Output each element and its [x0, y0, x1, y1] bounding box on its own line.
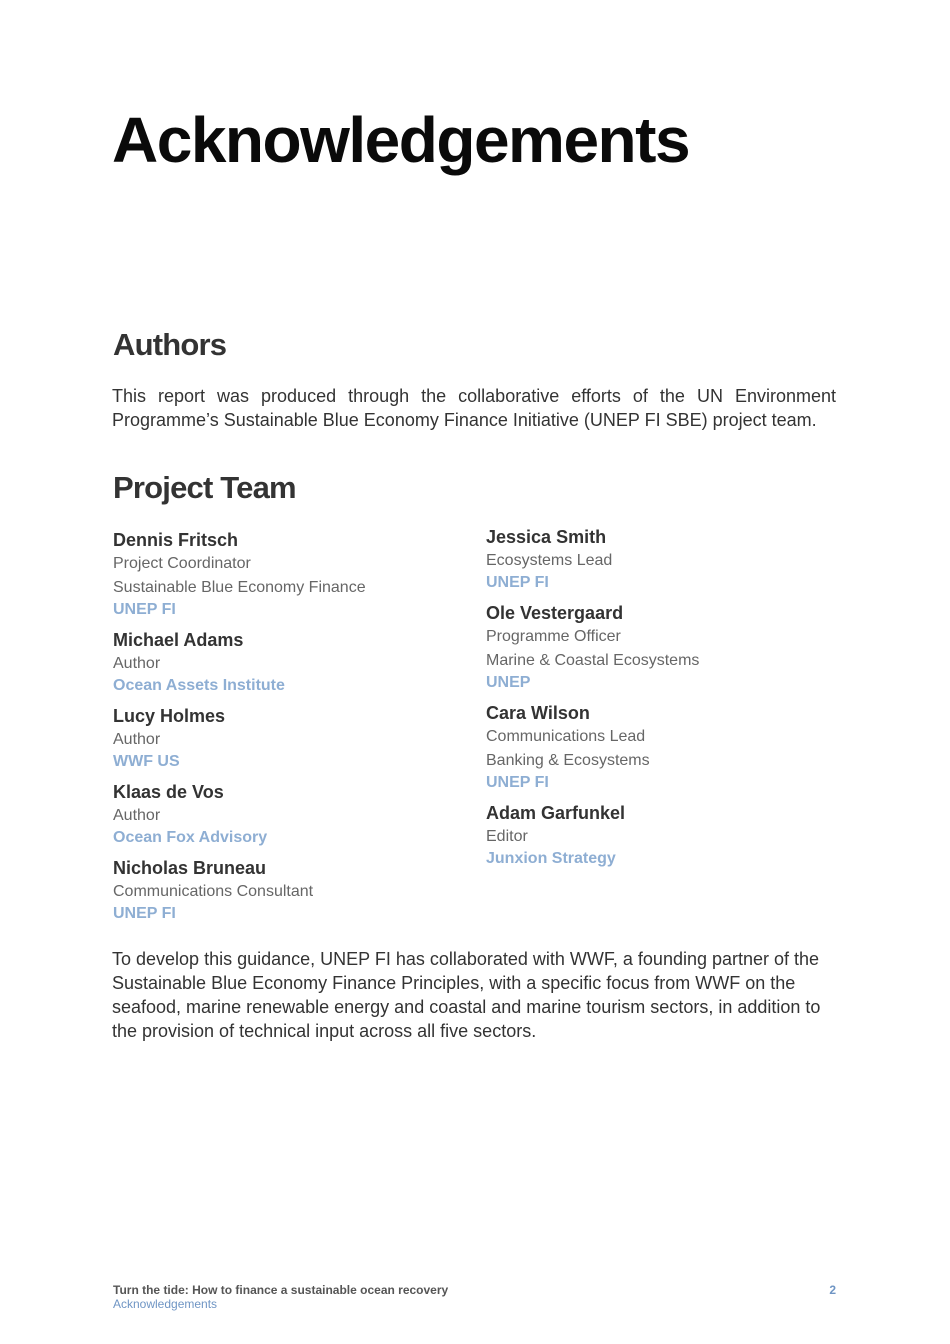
member-organization: Ocean Fox Advisory [113, 829, 268, 846]
member-name: Klaas de Vos [113, 782, 224, 802]
member-name: Adam Garfunkel [486, 803, 626, 823]
footer-report-title: Turn the tide: How to finance a sustainable ocean recovery [113, 1283, 449, 1297]
member-role: Programme Officer [486, 628, 621, 645]
member-name: Ole Vestergaard [486, 603, 624, 623]
member-name: Dennis Fritsch [113, 530, 239, 550]
authors-paragraph: This report was produced through the collaborative efforts of the UN Environment Programme’s Sustainable Blue Economy Finance Initiative (UNEP FI SBE) project team. [112, 386, 836, 430]
team-member [113, 780, 453, 848]
team-column-left [113, 528, 453, 932]
member-organization: WWF US [113, 753, 180, 770]
member-role: Author [113, 731, 161, 748]
page-number: 2 [829, 1283, 836, 1297]
member-role: Editor [486, 828, 528, 845]
member-organization: UNEP FI [486, 774, 549, 791]
member-role: Marine & Coastal Ecosystems [486, 652, 700, 669]
member-role: Sustainable Blue Economy Finance [113, 579, 366, 596]
member-organization: Junxion Strategy [486, 850, 616, 867]
team-member [486, 801, 826, 869]
member-role: Banking & Ecosystems [486, 752, 650, 769]
team-member [486, 525, 826, 593]
member-organization: UNEP FI [113, 905, 176, 922]
team-member [113, 856, 453, 924]
member-organization: Ocean Assets Institute [113, 677, 285, 694]
member-name: Lucy Holmes [113, 706, 226, 726]
member-name: Jessica Smith [486, 527, 607, 547]
member-role: Ecosystems Lead [486, 552, 613, 569]
team-member [113, 628, 453, 696]
member-organization: UNEP [486, 674, 531, 691]
member-name: Michael Adams [113, 630, 244, 650]
member-organization: UNEP FI [486, 574, 549, 591]
member-role: Author [113, 807, 161, 824]
team-column-right [486, 525, 826, 877]
member-name: Nicholas Bruneau [113, 858, 267, 878]
authors-heading: Authors [113, 327, 227, 362]
team-member [486, 601, 826, 693]
member-organization: UNEP FI [113, 601, 176, 618]
closing-paragraph: To develop this guidance, UNEP FI has collaborated with WWF, a founding partner of the Sustainable Blue Economy Finance Principles, with a specific focus from WWF on the seafood, marine renewable energy and coastal and marine tourism sectors, in addition to the provision of technical input across all five sectors. [112, 949, 821, 1041]
member-name: Cara Wilson [486, 703, 590, 723]
member-role: Author [113, 655, 161, 672]
member-role: Communications Consultant [113, 883, 314, 900]
project-team-heading: Project Team [113, 470, 296, 505]
team-member [113, 528, 453, 620]
team-member [486, 701, 826, 793]
member-role: Project Coordinator [113, 555, 251, 572]
footer-section-name: Acknowledgements [113, 1297, 218, 1311]
member-role: Communications Lead [486, 728, 646, 745]
page-title: Acknowledgements [112, 104, 690, 176]
team-member [113, 704, 453, 772]
